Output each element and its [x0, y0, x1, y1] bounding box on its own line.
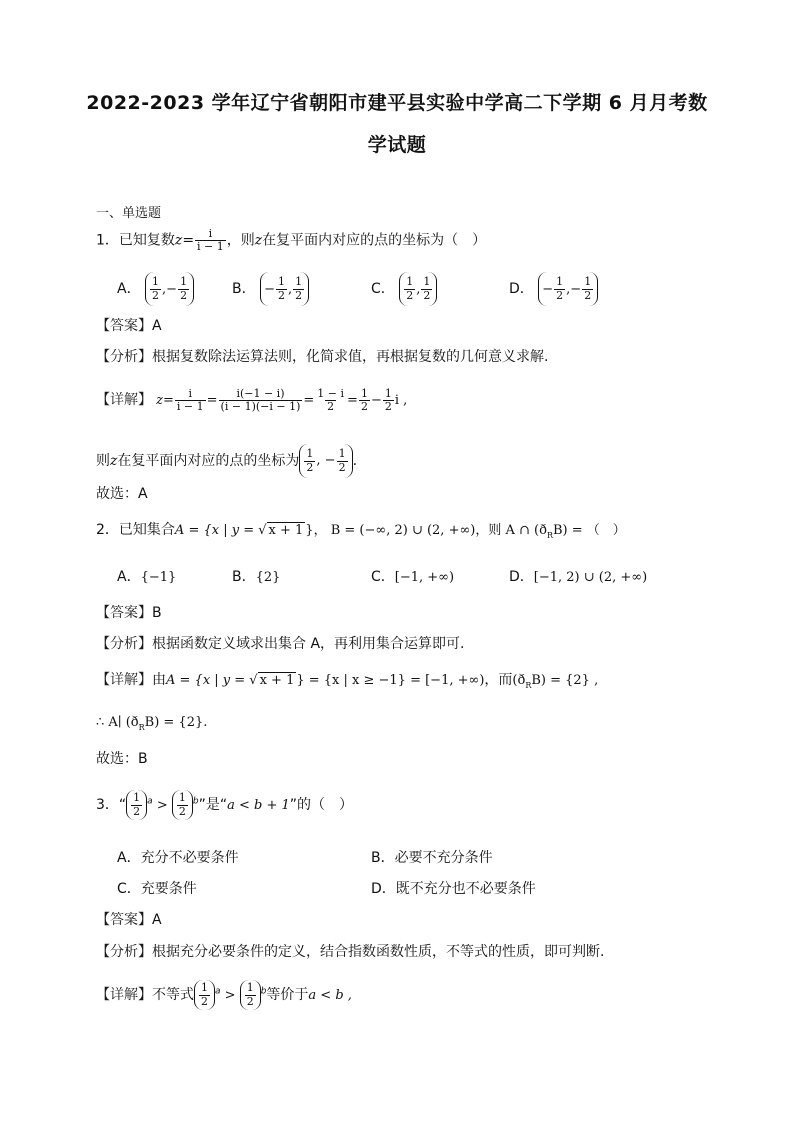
analysis-label: 【分析】: [96, 636, 152, 652]
frac-den: 2: [423, 288, 431, 302]
frac-den: 2: [338, 460, 346, 474]
point: $\frac{1}{2}$ , − $\frac{1}{2}$: [145, 272, 194, 306]
q1-choose: [96, 486, 148, 503]
q1-eq: =: [182, 232, 195, 249]
q2-stem-end: B) = （ ）: [552, 523, 626, 538]
frac-den: i − 1: [197, 240, 224, 254]
option-letter: A．: [117, 281, 141, 297]
complement: (ð: [512, 673, 526, 688]
option-text: [−1, 2) ∪ (2, +∞): [533, 570, 648, 585]
option-text: 既不充分也不必要条件: [395, 881, 536, 897]
option-text: 充要条件: [140, 881, 197, 897]
frac-den: 2: [306, 460, 314, 474]
answer-label: 【答案】: [96, 605, 152, 621]
frac-den: 2: [327, 400, 335, 414]
therefore: ∴ A∣ (ð: [96, 715, 139, 730]
q1-stem-suffix: 在复平面内对应的点的坐标为（ ）: [262, 232, 487, 249]
q1-stem-prefix: 1．已知复数: [96, 232, 175, 249]
q2-detail: 【详解】由A = {x | y = √ x + 1 } = {x | x ≥ −1} = [−1, +∞)，而$(ð_RB) = \{2\}$ ,: [96, 672, 599, 690]
option-letter: B．: [232, 569, 256, 585]
point: $\frac{1}{2}$ , $\frac{1}{2}$: [399, 272, 437, 306]
frac: [175, 388, 206, 413]
option-letter: B．: [232, 281, 256, 297]
q3-option-b: [371, 847, 493, 867]
detail-rest: } = {x | x ≥ −1} = [−1, +∞): [296, 673, 485, 688]
frac-num: 1: [384, 387, 392, 400]
therefore-end: B) = {2}.: [144, 715, 208, 730]
answer-label: 【答案】: [96, 912, 152, 928]
frac: [293, 276, 304, 301]
frac-num: 1: [295, 275, 303, 289]
sign: −: [264, 281, 275, 297]
frac: [178, 276, 189, 301]
frac-den: 2: [180, 288, 188, 302]
frac-num: i: [188, 387, 193, 400]
frac-num: 1: [306, 447, 314, 461]
analysis-text: 根据函数定义域求出集合 A，再利用集合运算即可.: [152, 636, 465, 652]
gt-sign: >: [220, 988, 240, 1003]
choose-value: B: [138, 751, 148, 767]
analysis-label: 【分析】: [96, 944, 152, 960]
option-text: 充分不必要条件: [140, 850, 239, 866]
exponent-a: a: [147, 796, 153, 807]
frac-den: 2: [406, 288, 414, 302]
subscript: R: [546, 530, 553, 540]
frac: [219, 388, 303, 413]
frac-den: 2: [152, 288, 160, 302]
sign: −: [166, 281, 178, 297]
frac: [337, 448, 348, 473]
frac-den: 2: [384, 400, 392, 414]
q3-condition: a < b + 1: [227, 798, 290, 813]
detail-label: 【详解】: [96, 672, 152, 688]
option-letter: C．: [117, 881, 141, 897]
q1-stem-fraction: [195, 228, 226, 253]
result-prefix: 则: [96, 453, 110, 469]
q2-option-c: [371, 566, 454, 586]
frac: [131, 792, 142, 817]
choose-label: 故选：: [96, 751, 138, 767]
analysis-text: 根据充分必要条件的定义，结合指数函数性质，不等式的性质，即可判断.: [152, 944, 605, 960]
frac: [383, 388, 394, 413]
frac-den: (i − 1)(−i − 1): [220, 400, 301, 414]
frac-den: 2: [295, 288, 303, 302]
frac-den: 2: [178, 804, 186, 818]
result-mid: 在复平面内对应的点的坐标为: [117, 453, 300, 469]
choose-label: 故选：: [96, 486, 138, 502]
detail-prefix: 由: [152, 672, 166, 688]
frac-den: 2: [133, 804, 141, 818]
detail-label: 【详解】: [96, 392, 152, 409]
frac-num: 1 − i: [317, 387, 345, 400]
analysis-label: 【分析】: [96, 349, 152, 365]
q3-stem: [96, 790, 353, 820]
option-letter: B．: [371, 850, 395, 866]
q3-answer: [96, 912, 162, 929]
option-text: {2}: [255, 570, 281, 585]
frac-num: i(−1 − i): [236, 387, 285, 400]
frac-den: 2: [201, 994, 208, 1008]
q2-therefore: [96, 714, 207, 732]
detail-and: ，而: [484, 672, 513, 688]
q1-answer: [96, 318, 162, 335]
frac-num: 1: [360, 387, 368, 400]
gt-sign: >: [152, 798, 172, 813]
frac-den: 2: [556, 288, 564, 302]
sqrt-body: x + 1: [268, 523, 304, 538]
exponent-b: b: [260, 986, 267, 997]
q3-mid: ”是“: [198, 797, 228, 813]
exponent-a: a: [215, 986, 221, 997]
detail-condition: a < b ,: [308, 988, 352, 1003]
option-letter: D．: [509, 281, 534, 297]
exponent-b: b: [192, 796, 199, 807]
frac: [304, 448, 315, 473]
q3-analysis: [96, 944, 604, 961]
result-point: $\frac{1}{2}$ , − $\frac{1}{2}$: [299, 444, 352, 478]
base-paren: [194, 980, 215, 1010]
point: − $\frac{1}{2}$ , $\frac{1}{2}$: [260, 272, 309, 306]
q3-option-c: [117, 878, 197, 898]
page-title-line1: 2022-2023 学年辽宁省朝阳市建平县实验中学高二下学期 6 月月考数: [86, 92, 708, 114]
q2-analysis: [96, 636, 464, 653]
detail-tail: i ,: [394, 393, 408, 409]
frac-num: 1: [584, 275, 592, 289]
q1-option-d: [509, 272, 598, 306]
option-text: {−1}: [140, 570, 177, 585]
var-z: z: [156, 393, 163, 409]
frac: [421, 276, 432, 301]
q2-stem: 2．已知集合A = {x | y = √ x + 1 }， B = (−∞, 2) ∪ (2, +∞)，则 A ∩ $(ð_RB)$ = （ ）: [96, 522, 626, 540]
subscript: R: [138, 722, 145, 732]
point: − $\frac{1}{2}$ , − $\frac{1}{2}$: [538, 272, 598, 306]
q2-stem-prefix: 2．已知集合: [96, 522, 175, 538]
frac-den: 2: [277, 288, 285, 302]
frac-num: 1: [277, 275, 285, 289]
answer-value: A: [152, 912, 162, 928]
option-text: 必要不充分条件: [394, 850, 493, 866]
frac-num: 1: [338, 447, 346, 461]
q2-stem-tail: ，则 A ∩ (ð: [475, 523, 547, 538]
frac-num: 1: [133, 791, 141, 805]
option-letter: C．: [371, 281, 395, 297]
q1-option-c: [371, 272, 437, 306]
frac-num: 1: [423, 275, 431, 289]
frac: [177, 792, 188, 817]
set-a: A = {x | y =: [166, 673, 250, 688]
set-close: }: [305, 523, 314, 538]
answer-label: 【答案】: [96, 318, 152, 334]
page-title-line2: 学试题: [367, 134, 427, 156]
q3-option-d: [371, 878, 536, 898]
base-paren: [240, 980, 261, 1010]
section-heading: 一、单选题: [96, 206, 162, 221]
q2-answer: [96, 605, 162, 622]
frac-den: 2: [246, 994, 254, 1008]
detail-prefix: 不等式: [152, 987, 194, 1003]
choose-value: A: [138, 486, 148, 502]
q3-prefix: 3．“: [96, 797, 127, 813]
frac-den: 2: [360, 400, 368, 414]
frac: [276, 276, 287, 301]
complement-end: B) = {2} ,: [531, 673, 599, 688]
q3-option-a: [117, 847, 239, 867]
option-letter: D．: [509, 569, 534, 585]
q1-var-z2: z: [254, 232, 263, 249]
q2-option-b: [232, 566, 280, 586]
q2-choose: [96, 751, 148, 768]
subscript: R: [525, 680, 532, 690]
q1-option-a: [117, 272, 194, 306]
frac-num: 1: [556, 275, 564, 289]
set-a: A = {x | y =: [174, 523, 259, 538]
sign: −: [542, 281, 554, 297]
q3-suffix: ”的（ ）: [289, 797, 354, 813]
q1-option-b: [232, 272, 309, 306]
frac: [359, 388, 370, 413]
detail-label: 【详解】: [96, 987, 152, 1003]
frac: [199, 982, 210, 1007]
q1-detail: 【详解】 z= $\frac{i}{i - 1}$ = $\frac{i(-1 - i)}{(i - 1)(-i - 1)}$ = $\frac{1 - i}{2}$ = $\frac{1}{2}$ − $\frac{1}{2}$ i ,: [96, 387, 408, 414]
frac: [404, 276, 415, 301]
base-paren: [172, 790, 193, 820]
frac: [582, 276, 593, 301]
frac-num: 1: [178, 791, 186, 805]
q1-analysis: [96, 349, 548, 366]
frac-num: 1: [180, 275, 188, 289]
option-text: [−1, +∞): [394, 570, 455, 585]
answer-value: B: [152, 605, 162, 621]
analysis-text: 根据复数除法运算法则，化简求值，再根据复数的几何意义求解.: [152, 349, 549, 365]
frac-num: 1: [246, 981, 254, 995]
q2-option-d: [509, 566, 647, 586]
frac-num: i: [208, 227, 213, 240]
frac: [315, 388, 346, 413]
frac-num: 1: [406, 275, 414, 289]
frac-num: 1: [152, 275, 160, 289]
q1-stem-mid: ，则: [226, 232, 255, 249]
option-letter: C．: [371, 569, 395, 585]
q2-option-a: [117, 566, 176, 586]
frac-den: 2: [584, 288, 592, 302]
q3-detail: [96, 980, 352, 1010]
q1-result: 则z在复平面内对应的点的坐标为 $\frac{1}{2}$ , − $\frac{1}{2}$ .: [96, 444, 357, 478]
frac: [245, 982, 256, 1007]
option-letter: D．: [371, 881, 396, 897]
frac: [554, 276, 565, 301]
base-paren: [126, 790, 147, 820]
frac: [150, 276, 161, 301]
option-letter: A．: [117, 850, 141, 866]
frac-den: i − 1: [176, 400, 204, 414]
q1-stem: [96, 228, 486, 253]
sign: −: [570, 281, 582, 297]
frac-num: 1: [201, 981, 208, 995]
sqrt-body: x + 1: [259, 673, 295, 688]
set-b: ， B = (−∞, 2) ∪ (2, +∞): [313, 523, 476, 538]
var-z: z: [110, 453, 118, 469]
detail-post: 等价于: [266, 987, 309, 1003]
answer-value: A: [152, 318, 162, 334]
q1-var-z: z: [174, 232, 183, 249]
option-letter: A．: [117, 569, 141, 585]
